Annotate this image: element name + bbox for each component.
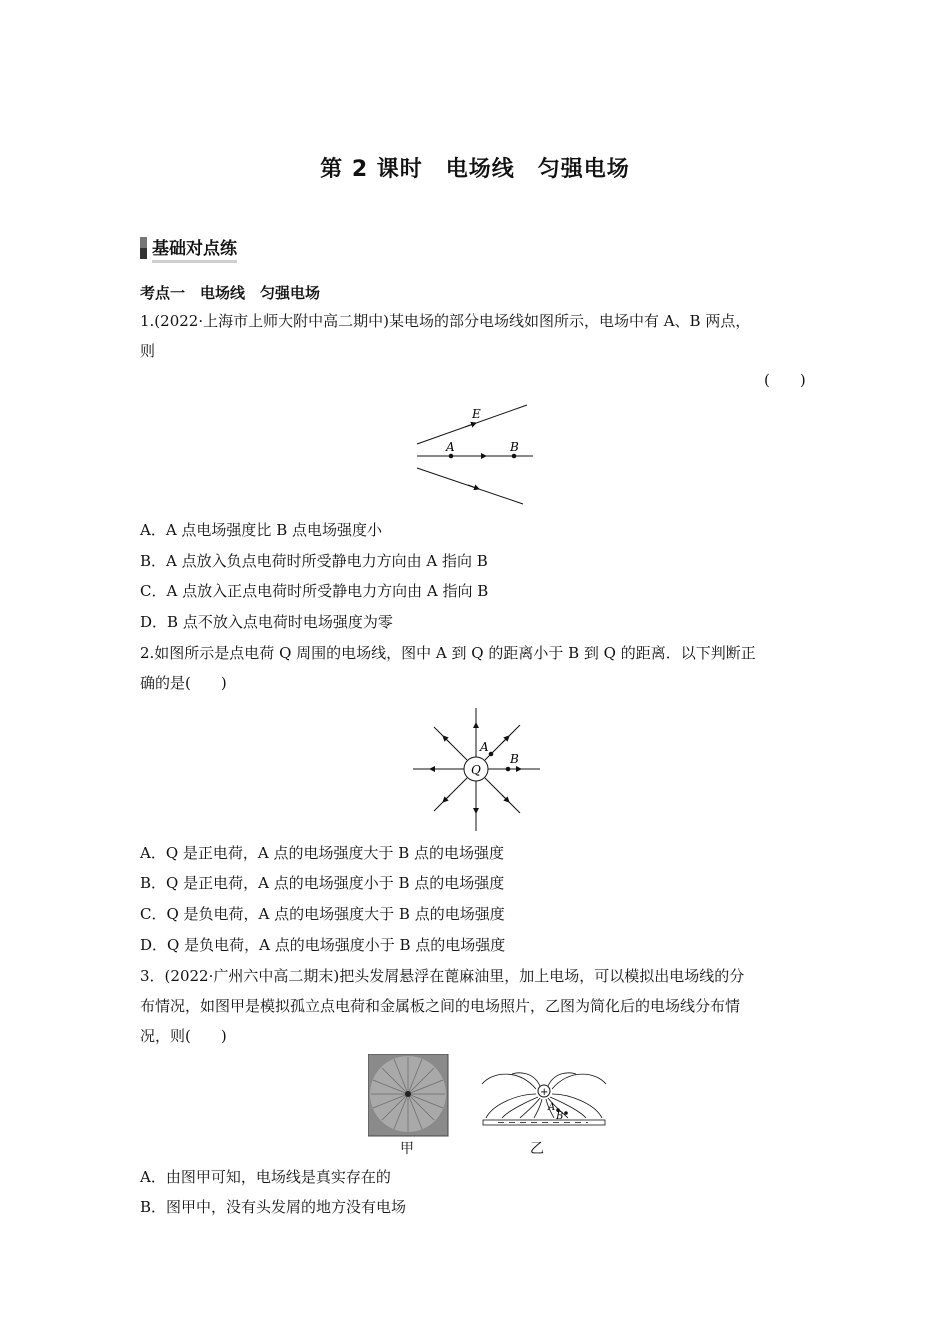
q2-option-d: D．Q 是负电荷，A 点的电场强度小于 B 点的电场强度 bbox=[140, 936, 506, 954]
label-e: E bbox=[472, 407, 481, 421]
label-a: A bbox=[446, 440, 455, 454]
point-a-dot bbox=[449, 454, 454, 459]
label-plus: + bbox=[540, 1087, 549, 1098]
q1-answer-paren: ( ) bbox=[764, 371, 806, 389]
q3-option-a: A．由图甲可知，电场线是真实存在的 bbox=[140, 1168, 391, 1186]
q2-option-c: C．Q 是负电荷，A 点的电场强度大于 B 点的电场强度 bbox=[140, 905, 505, 923]
point-b-dot bbox=[564, 1111, 568, 1115]
label-b: B bbox=[510, 752, 519, 766]
arrow-ur bbox=[502, 736, 509, 743]
point-b-dot bbox=[506, 767, 511, 772]
q2-option-b: B．Q 是正电荷，A 点的电场强度小于 B 点的电场强度 bbox=[140, 874, 505, 892]
q2-option-a: A．Q 是正电荷，A 点的电场强度大于 B 点的电场强度 bbox=[140, 844, 505, 862]
q1-option-c: C．A 点放入正点电荷时所受静电力方向由 A 指向 B bbox=[140, 582, 489, 600]
section-heading-text: 基础对点练 bbox=[152, 234, 237, 263]
label-jia: 甲 bbox=[400, 1141, 414, 1157]
q3-stem-line2: 布情况，如图甲是模拟孤立点电荷和金属板之间的电场照片，乙图为简化后的电场线分布情 bbox=[140, 997, 741, 1015]
field-line-dl bbox=[434, 778, 467, 811]
q1-stem-line1: 1.(2022·上海市上师大附中高二期中)某电场的部分电场线如图所示，电场中有 A、B 两点， bbox=[140, 312, 751, 330]
point-a-dot bbox=[489, 752, 494, 757]
q3-stem-line1: 3．(2022·广州六中高二期末)把头发屑悬浮在蓖麻油里，加上电场，可以模拟出电场线的分 bbox=[140, 967, 745, 985]
field-arrow-upper bbox=[465, 423, 476, 427]
diagram-yi bbox=[478, 1066, 610, 1132]
arrow-ul bbox=[443, 736, 450, 743]
photo-jia bbox=[368, 1054, 450, 1138]
q3-option-b: B．图甲中，没有头发屑的地方没有电场 bbox=[140, 1198, 407, 1216]
q2-stem-line2: 确的是( ) bbox=[140, 674, 227, 692]
q1-option-a: A．A 点电场强度比 B 点电场强度小 bbox=[140, 521, 382, 539]
section-marker-icon bbox=[140, 237, 147, 259]
arrow-dr bbox=[502, 795, 509, 802]
q1-option-d: D．B 点不放入点电荷时电场强度为零 bbox=[140, 613, 393, 631]
q1-stem-line2: 则 bbox=[140, 342, 156, 360]
field-line-ul bbox=[434, 727, 467, 760]
field-arrow-lower bbox=[468, 485, 479, 489]
q1-option-b: B．A 点放入负点电荷时所受静电力方向由 A 指向 B bbox=[140, 552, 488, 570]
label-yi: 乙 bbox=[530, 1141, 544, 1157]
q2-stem-line1: 2.如图所示是点电荷 Q 周围的电场线，图中 A 到 Q 的距离小于 B 到 Q 的距离．以下判断正 bbox=[140, 644, 756, 662]
section-heading bbox=[140, 236, 237, 260]
q3-stem-line3: 况，则( ) bbox=[140, 1027, 227, 1045]
label-q: Q bbox=[471, 763, 481, 777]
label-b: B bbox=[510, 440, 519, 454]
point-b-dot bbox=[512, 454, 517, 459]
knowledge-point-heading: 考点一 电场线 匀强电场 bbox=[140, 284, 321, 302]
q1-field-figure bbox=[410, 400, 540, 510]
label-b: B bbox=[556, 1111, 564, 1122]
page-title: 第 2 课时 电场线 匀强电场 bbox=[320, 157, 630, 182]
label-a: A bbox=[480, 740, 489, 754]
q2-field-figure bbox=[410, 703, 542, 835]
arrow-dl bbox=[443, 795, 450, 802]
label-a: A bbox=[548, 1102, 556, 1113]
